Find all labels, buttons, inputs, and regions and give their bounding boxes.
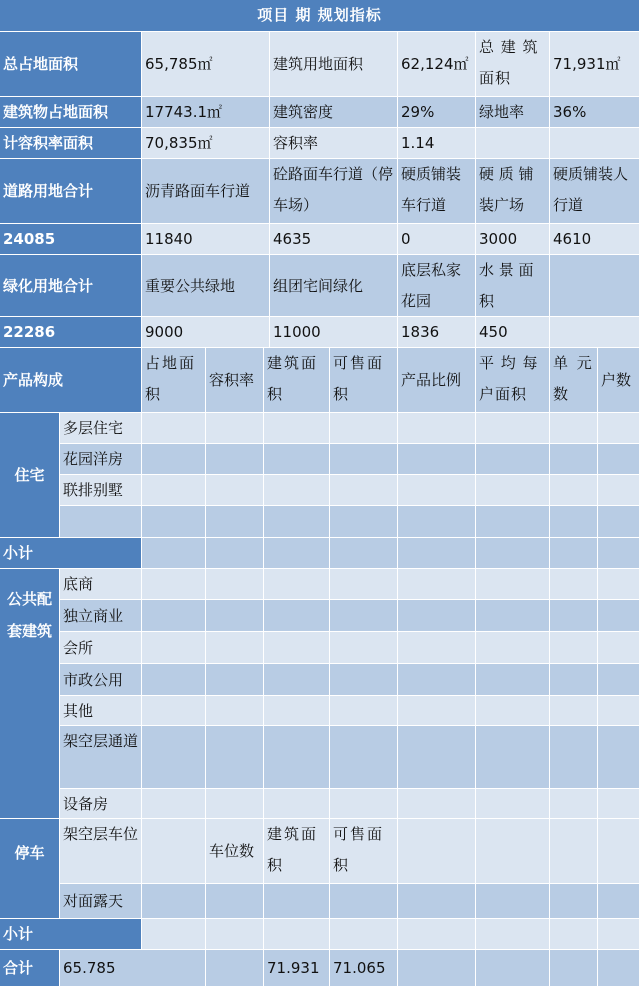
label-total: 合计 <box>0 950 60 987</box>
label-paved-carriageway: 硬质铺装车行道 <box>398 159 476 224</box>
empty-cell <box>330 538 398 569</box>
empty-cell <box>264 696 330 726</box>
empty-cell <box>330 632 398 664</box>
col-parking-floor-area: 建筑面积 <box>264 819 330 884</box>
empty-cell <box>142 884 206 919</box>
empty-cell <box>550 789 598 819</box>
col-product-ratio: 产品比例 <box>398 348 476 413</box>
col-households: 户数 <box>598 348 640 413</box>
empty-cell <box>330 919 398 950</box>
empty-cell <box>476 819 550 884</box>
label-green-ratio: 绿地率 <box>476 97 550 128</box>
empty-cell <box>598 789 640 819</box>
empty-cell <box>264 413 330 444</box>
empty-cell <box>550 696 598 726</box>
empty-cell <box>398 664 476 696</box>
label-paved-sidewalk: 硬质铺装人行道 <box>550 159 640 224</box>
empty-cell <box>330 789 398 819</box>
empty-cell <box>398 789 476 819</box>
col-units: 单 元 数 <box>550 348 598 413</box>
row-label-public-0: 底商 <box>60 569 142 600</box>
empty-cell <box>206 789 264 819</box>
empty-cell <box>206 884 264 919</box>
empty-cell <box>264 919 330 950</box>
value-public-green: 9000 <box>142 317 270 348</box>
empty-cell <box>598 475 640 506</box>
empty-cell <box>398 600 476 632</box>
label-paved-plaza: 硬 质 铺 装广场 <box>476 159 550 224</box>
empty-cell <box>330 413 398 444</box>
empty-cell <box>398 632 476 664</box>
empty-cell <box>476 789 550 819</box>
label-asphalt-road: 沥青路面车行道 <box>142 159 270 224</box>
empty-cell <box>550 413 598 444</box>
empty-cell <box>330 696 398 726</box>
empty-cell <box>264 789 330 819</box>
empty-cell <box>476 600 550 632</box>
empty-cell <box>598 919 640 950</box>
empty-cell <box>398 444 476 475</box>
col-saleable-area: 可售面积 <box>330 348 398 413</box>
empty-cell <box>330 664 398 696</box>
empty-cell <box>206 950 264 987</box>
empty-cell <box>398 919 476 950</box>
empty-cell <box>550 600 598 632</box>
row-label-residential-3 <box>60 506 142 538</box>
label-private-garden: 底层私家花园 <box>398 255 476 317</box>
empty-cell <box>206 632 264 664</box>
label-far: 容积率 <box>270 128 398 159</box>
label-water-feature: 水 景 面 积 <box>476 255 550 317</box>
label-subtotal: 小计 <box>0 919 142 950</box>
empty-cell <box>142 413 206 444</box>
value-total-floor-area: 71,931㎡ <box>550 32 640 97</box>
empty-cell <box>142 819 206 884</box>
label-parking: 停车 <box>0 819 60 919</box>
empty-cell <box>476 696 550 726</box>
empty-cell <box>206 919 264 950</box>
table-title: 项目 期 规划指标 <box>0 0 640 32</box>
empty-cell <box>550 726 598 789</box>
empty-cell <box>398 569 476 600</box>
col-parking-spaces: 车位数 <box>206 819 264 884</box>
empty-cell <box>550 884 598 919</box>
row-label-public-2: 会所 <box>60 632 142 664</box>
empty-cell <box>550 538 598 569</box>
empty-cell <box>142 538 206 569</box>
empty-cell <box>550 317 640 348</box>
empty-cell <box>264 475 330 506</box>
empty-cell <box>264 506 330 538</box>
empty-cell <box>598 819 640 884</box>
empty-cell <box>598 600 640 632</box>
empty-cell <box>598 632 640 664</box>
empty-cell <box>206 726 264 789</box>
empty-cell <box>550 950 598 987</box>
col-land-area: 占地面积 <box>142 348 206 413</box>
label-residential: 住宅 <box>0 413 60 538</box>
empty-cell <box>206 538 264 569</box>
empty-cell <box>206 506 264 538</box>
empty-cell <box>598 726 640 789</box>
empty-cell <box>264 726 330 789</box>
label-building-density: 建筑密度 <box>270 97 398 128</box>
empty-cell <box>476 632 550 664</box>
empty-cell <box>398 506 476 538</box>
empty-cell <box>598 884 640 919</box>
value-far: 1.14 <box>398 128 476 159</box>
empty-cell <box>264 632 330 664</box>
empty-cell <box>330 444 398 475</box>
empty-cell <box>142 696 206 726</box>
label-building-land-area: 建筑用地面积 <box>270 32 398 97</box>
row-label-public-4: 其他 <box>60 696 142 726</box>
empty-cell <box>330 884 398 919</box>
empty-cell <box>476 726 550 789</box>
empty-cell <box>398 475 476 506</box>
label-total-land-area: 总占地面积 <box>0 32 142 97</box>
empty-cell <box>598 696 640 726</box>
empty-cell <box>550 632 598 664</box>
label-product-composition: 产品构成 <box>0 348 142 413</box>
empty-cell <box>598 506 640 538</box>
empty-cell <box>264 600 330 632</box>
empty-cell <box>142 664 206 696</box>
empty-cell <box>550 569 598 600</box>
empty-cell <box>476 919 550 950</box>
empty-cell <box>476 884 550 919</box>
label-cluster-green: 组团宅间绿化 <box>270 255 398 317</box>
empty-cell <box>142 444 206 475</box>
empty-cell <box>476 475 550 506</box>
row-label-residential-0: 多层住宅 <box>60 413 142 444</box>
empty-cell <box>550 255 640 317</box>
empty-cell <box>330 475 398 506</box>
empty-cell <box>264 569 330 600</box>
empty-cell <box>598 413 640 444</box>
value-cluster-green: 11000 <box>270 317 398 348</box>
value-asphalt-road: 11840 <box>142 224 270 255</box>
empty-cell <box>398 413 476 444</box>
empty-cell <box>550 444 598 475</box>
empty-cell <box>330 600 398 632</box>
empty-cell <box>264 884 330 919</box>
empty-cell <box>398 726 476 789</box>
empty-cell <box>142 600 206 632</box>
empty-cell <box>550 819 598 884</box>
col-floor-area: 建筑面积 <box>264 348 330 413</box>
empty-cell <box>550 664 598 696</box>
empty-cell <box>206 664 264 696</box>
empty-cell <box>476 664 550 696</box>
label-footprint-area: 建筑物占地面积 <box>0 97 142 128</box>
row-label-residential-1: 花园洋房 <box>60 444 142 475</box>
empty-cell <box>598 950 640 987</box>
empty-cell <box>330 569 398 600</box>
value-green-total: 22286 <box>0 317 142 348</box>
empty-cell <box>476 506 550 538</box>
empty-cell <box>142 726 206 789</box>
row-label-parking-1: 对面露天 <box>60 884 142 919</box>
value-far-area: 70,835㎡ <box>142 128 270 159</box>
empty-cell <box>398 950 476 987</box>
empty-cell <box>598 538 640 569</box>
col-far: 容积率 <box>206 348 264 413</box>
label-public-green: 重要公共绿地 <box>142 255 270 317</box>
value-water-feature: 450 <box>476 317 550 348</box>
empty-cell <box>398 884 476 919</box>
value-total-floor: 71.931 <box>264 950 330 987</box>
col-parking-saleable: 可售面积 <box>330 819 398 884</box>
empty-cell <box>550 128 640 159</box>
empty-cell <box>598 444 640 475</box>
empty-cell <box>598 664 640 696</box>
empty-cell <box>142 632 206 664</box>
empty-cell <box>476 950 550 987</box>
empty-cell <box>476 538 550 569</box>
empty-cell <box>142 919 206 950</box>
empty-cell <box>598 569 640 600</box>
label-concrete-road: 砼路面车行道（停车场） <box>270 159 398 224</box>
value-building-density: 29% <box>398 97 476 128</box>
empty-cell <box>264 664 330 696</box>
label-subtotal: 小计 <box>0 538 142 569</box>
value-building-land-area: 62,124㎡ <box>398 32 476 97</box>
row-label-public-6: 设备房 <box>60 789 142 819</box>
label-total-floor-area: 总 建 筑 面积 <box>476 32 550 97</box>
row-label-parking-0: 架空层车位 <box>60 819 142 884</box>
empty-cell <box>142 475 206 506</box>
empty-cell <box>398 696 476 726</box>
row-label-public-5: 架空层通道 <box>60 726 142 789</box>
col-avg-unit-area: 平 均 每 户面积 <box>476 348 550 413</box>
row-label-public-1: 独立商业 <box>60 600 142 632</box>
value-green-ratio: 36% <box>550 97 640 128</box>
empty-cell <box>476 413 550 444</box>
value-paved-carriageway: 0 <box>398 224 476 255</box>
empty-cell <box>206 413 264 444</box>
value-concrete-road: 4635 <box>270 224 398 255</box>
empty-cell <box>550 506 598 538</box>
empty-cell <box>264 444 330 475</box>
label-green-total: 绿化用地合计 <box>0 255 142 317</box>
value-road-total: 24085 <box>0 224 142 255</box>
empty-cell <box>142 569 206 600</box>
value-total-land-area: 65,785㎡ <box>142 32 270 97</box>
value-total-saleable: 71.065 <box>330 950 398 987</box>
empty-cell <box>206 569 264 600</box>
empty-cell <box>398 819 476 884</box>
value-footprint-area: 17743.1㎡ <box>142 97 270 128</box>
empty-cell <box>142 506 206 538</box>
label-road-total: 道路用地合计 <box>0 159 142 224</box>
empty-cell <box>550 475 598 506</box>
label-public-facilities: 公共配套建筑 <box>0 569 60 819</box>
empty-cell <box>206 444 264 475</box>
empty-cell <box>398 538 476 569</box>
empty-cell <box>550 919 598 950</box>
empty-cell <box>206 475 264 506</box>
empty-cell <box>476 444 550 475</box>
empty-cell <box>330 506 398 538</box>
value-paved-plaza: 3000 <box>476 224 550 255</box>
value-private-garden: 1836 <box>398 317 476 348</box>
value-total-land: 65.785 <box>60 950 206 987</box>
empty-cell <box>206 600 264 632</box>
empty-cell <box>142 789 206 819</box>
value-paved-sidewalk: 4610 <box>550 224 640 255</box>
empty-cell <box>330 726 398 789</box>
empty-cell <box>264 538 330 569</box>
row-label-residential-2: 联排别墅 <box>60 475 142 506</box>
row-label-public-3: 市政公用 <box>60 664 142 696</box>
label-far-area: 计容积率面积 <box>0 128 142 159</box>
empty-cell <box>476 128 550 159</box>
empty-cell <box>206 696 264 726</box>
empty-cell <box>476 569 550 600</box>
